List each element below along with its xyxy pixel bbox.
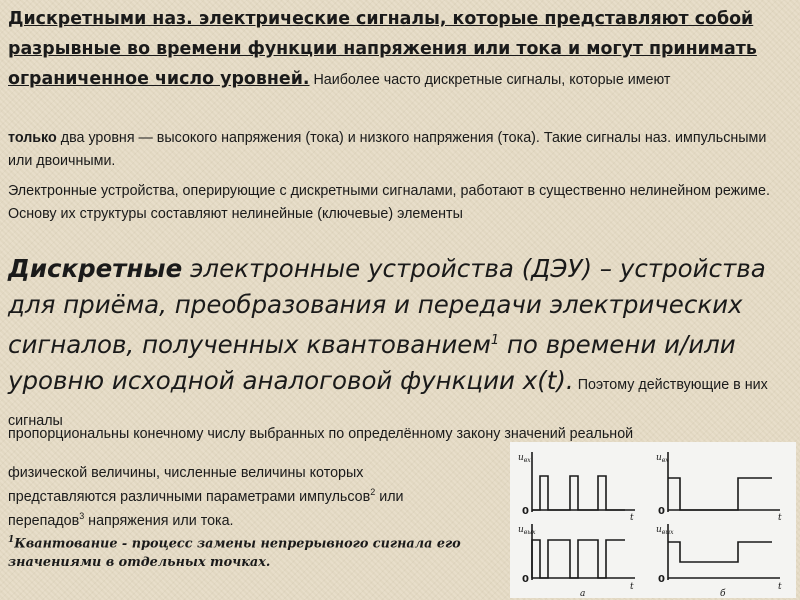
label-zero-a-top: 0 [522,506,529,517]
label-zero-b-bot: 0 [658,574,665,585]
definition-bold: Дискретными наз. электрические сигналы, которые представляют собой разрывные во времени функции напряжения или тока и могут принимать ограниченное число уровней. [8,9,757,89]
paragraph-levels-text: два уровня — высокого напряжения (тока) и низкого напряжения (тока). Такие сигналы наз. импульсными или двоичными. [8,130,767,169]
definition-rest: Наиболее часто дискретные сигналы, которые имеют [309,72,671,88]
pq-line3-end: напряжения или тока. [84,512,234,529]
footnote-text: Квантование - процесс замены непрерывного сигнала его значениями в отдельных точках. [8,536,461,571]
paragraph-proportional: пропорциональны конечному числу выбранных по определённому закону значений реальной [8,426,634,442]
caption-a: а [580,589,586,598]
signal-waveform-figure [510,442,796,598]
label-u-in-b: $u_{вх}$ [656,453,669,464]
ddu-footnote-ref: 1 [490,333,500,348]
ddu-text-1: электронные устройства (ДЭУ) – устройства для приёма, преобразования и передачи электрических сигналов, полученных квантованием [8,254,766,360]
panel-b [668,452,780,580]
emphasis-only: только [8,130,57,146]
ddu-definition [8,251,792,435]
waveform-svg [510,442,796,598]
pq-line3: перепадов [8,512,80,529]
panel-a [532,452,635,580]
pq-line1: физической величины, численные величины которых [8,465,364,481]
pq-line2-end: или [375,488,404,505]
paragraph-levels [8,127,792,173]
waveform-a-in [532,476,625,510]
pq-sup3: 3 [79,510,85,521]
pq-line2: представляются различными параметрами импульсов [8,488,371,505]
label-u-out-b: $u_{вых}$ [656,525,674,536]
waveform-a-out [532,540,625,578]
label-t-a-top: t [630,513,634,523]
paragraph-physical-quantity [8,464,508,531]
paragraph-electronic-devices: Электронные устройства, оперирующие с дискретными сигналами, работают в существенно нелинейном режиме. Основу их структуры составляют нелинейные (ключевые) элементы [8,183,770,222]
definition-paragraph [8,4,792,94]
ddu-tail: Поэтому действующие в них сигналы [8,377,768,430]
label-u-in-a: $u_{вх}$ [518,453,531,464]
caption-b: б [720,589,726,598]
label-u-out-a: $u_{вых}$ [518,525,536,536]
label-zero-a-bot: 0 [522,574,529,585]
waveform-b-in [668,478,772,510]
ddu-term: Дискретные [8,254,183,283]
pq-sup2: 2 [370,487,376,497]
footnote-quantization [8,531,508,572]
footnote-marker: 1 [8,535,15,545]
label-zero-b-top: 0 [658,506,665,517]
label-t-b-bot: t [778,582,782,592]
label-t-a-bot: t [630,582,634,592]
label-t-b-top: t [778,513,782,523]
ddu-text-2: по времени и/или уровню исходной аналоговой функции x(t). [8,330,736,396]
waveform-b-out [668,542,772,562]
